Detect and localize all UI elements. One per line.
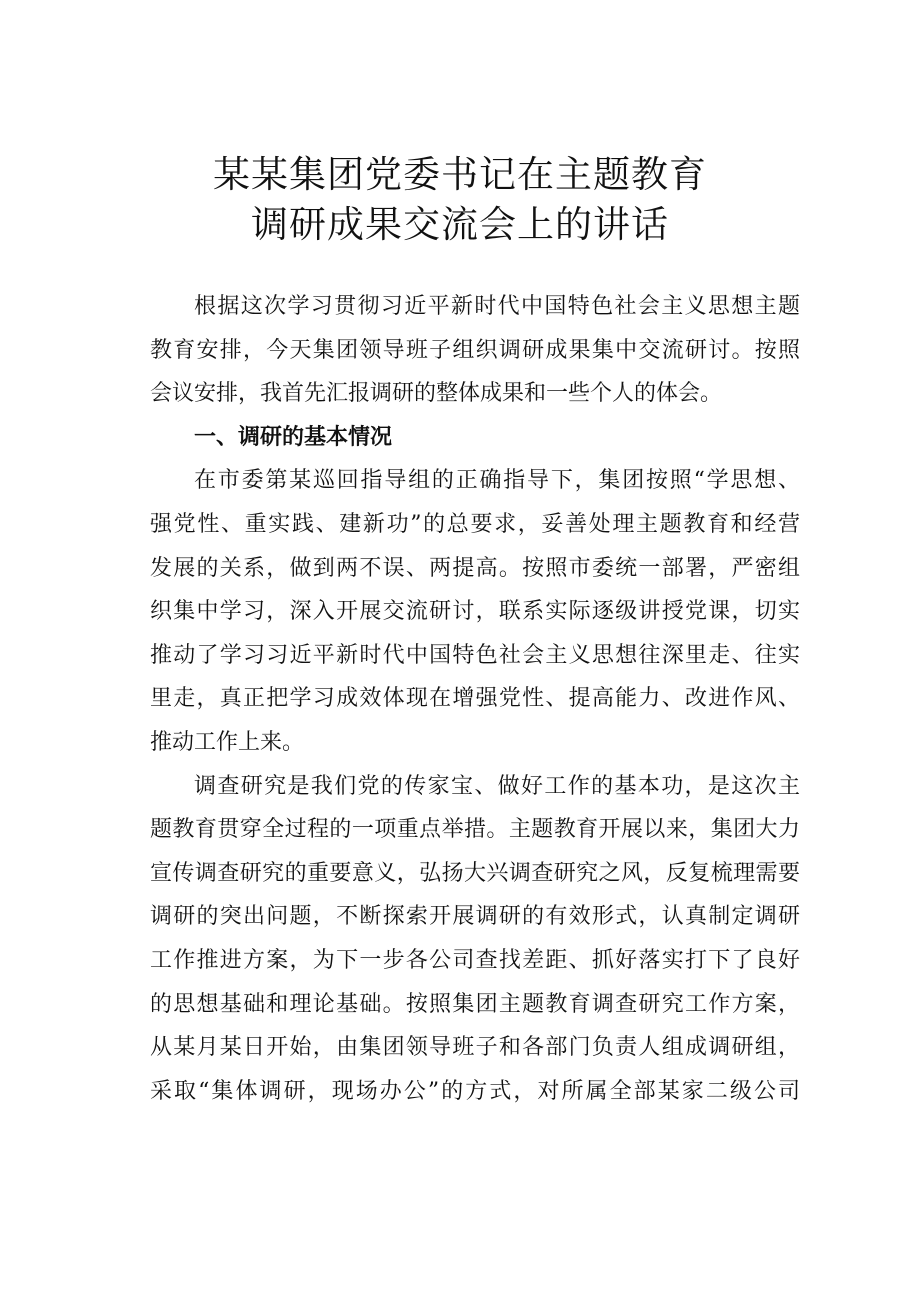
paragraph-line: 发展的关系，做到两不误、两提高。按照市委统一部署，严密组 xyxy=(150,555,800,581)
title-line-2: 调研成果交流会上的讲话 xyxy=(251,203,669,246)
paragraph-research xyxy=(150,765,800,1114)
paragraph-intro xyxy=(150,285,800,416)
document-title xyxy=(120,150,800,250)
paragraph-line: 调研的突出问题，不断探索开展调研的有效形式，认真制定调研 xyxy=(150,904,800,930)
title-line-1: 某某集团党委书记在主题教育 xyxy=(213,153,707,196)
paragraph-line: 采取“集体调研，现场办公”的方式，对所属全部某家二级公司 xyxy=(150,1078,800,1104)
paragraph-line: 强党性、重实践、建新功”的总要求，妥善处理主题教育和经营 xyxy=(150,511,800,537)
paragraph-line: 从某月某日开始，由集团领导班子和各部门负责人组成调研组， xyxy=(150,1035,800,1061)
document-body xyxy=(150,285,800,1113)
paragraph-line: 在市委第某巡回指导组的正确指导下，集团按照“学思想、 xyxy=(194,468,800,494)
paragraph-line: 里走，真正把学习成效体现在增强党性、提高能力、改进作风、 xyxy=(150,686,800,712)
paragraph-line: 织集中学习，深入开展交流研讨，联系实际逐级讲授党课，切实 xyxy=(150,599,800,625)
paragraph-line: 宣传调查研究的重要意义，弘扬大兴调查研究之风，反复梳理需要 xyxy=(150,860,800,886)
paragraph-line: 教育安排，今天集团领导班子组织调研成果集中交流研讨。按照 xyxy=(150,337,800,363)
paragraph-overview xyxy=(150,459,800,764)
paragraph-line: 调查研究是我们党的传家宝、做好工作的基本功，是这次主 xyxy=(194,773,800,799)
paragraph-line: 推动工作上来。 xyxy=(150,729,305,755)
paragraph-line: 工作推进方案，为下一步各公司查找差距、抓好落实打下了良好 xyxy=(150,947,800,973)
paragraph-line: 的思想基础和理论基础。按照集团主题教育调查研究工作方案， xyxy=(150,991,800,1017)
paragraph-line: 推动了学习习近平新时代中国特色社会主义思想往深里走、往实 xyxy=(150,642,800,668)
paragraph-line: 根据这次学习贯彻习近平新时代中国特色社会主义思想主题 xyxy=(194,294,800,319)
paragraph-line: 会议安排，我首先汇报调研的整体成果和一些个人的体会。 xyxy=(150,381,723,407)
section-heading-1: 一、调研的基本情况 xyxy=(194,424,393,450)
paragraph-line: 题教育贯穿全过程的一项重点举措。主题教育开展以来，集团大力 xyxy=(150,817,800,843)
